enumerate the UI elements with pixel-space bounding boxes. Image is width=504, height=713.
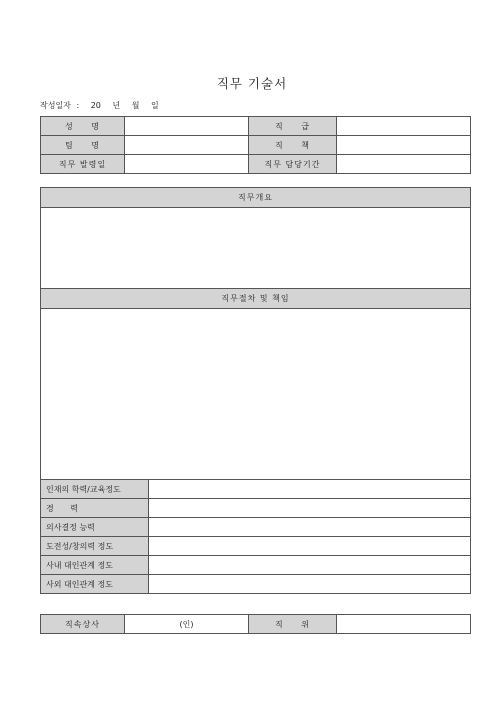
appoint-field[interactable]	[125, 155, 249, 174]
date-line	[40, 100, 165, 111]
procedure-body-row	[41, 309, 471, 480]
signature-table	[40, 614, 471, 634]
requirement-field-challenge[interactable]	[149, 537, 471, 556]
overview-body-row	[41, 208, 471, 289]
requirement-row	[41, 499, 471, 518]
info-row-team	[41, 136, 471, 155]
requirement-field-education[interactable]	[149, 480, 471, 499]
name-label: 성 명	[41, 117, 125, 136]
requirement-label-decision: 의사결정 능력	[41, 518, 149, 537]
requirement-field-external[interactable]	[149, 575, 471, 594]
requirement-label-external: 사외 대인관계 정도	[41, 575, 149, 594]
requirement-row	[41, 480, 471, 499]
info-table	[40, 116, 471, 174]
appoint-label: 직무 발령일	[41, 155, 125, 174]
position-field[interactable]	[337, 117, 471, 136]
requirement-field-career[interactable]	[149, 499, 471, 518]
job-detail-table	[40, 187, 471, 594]
requirement-label-challenge: 도전성/창의력 정도	[41, 537, 149, 556]
position-label: 직 급	[249, 117, 337, 136]
requirement-row	[41, 575, 471, 594]
title-field[interactable]	[337, 136, 471, 155]
signature-row	[41, 615, 471, 634]
requirement-field-internal[interactable]	[149, 556, 471, 575]
requirement-label-career: 경 력	[41, 499, 149, 518]
requirement-row	[41, 556, 471, 575]
requirement-label-education: 인재의 학력/교육정도	[41, 480, 149, 499]
date-year: 년	[112, 101, 121, 110]
seal-mark[interactable]: (인)	[125, 615, 249, 634]
procedure-header: 직무절차 및 책임	[41, 289, 471, 309]
page-title: 직무 기술서	[216, 76, 288, 91]
rank-field[interactable]	[337, 615, 471, 634]
date-month: 월	[131, 101, 140, 110]
supervisor-label: 직속상사	[41, 615, 125, 634]
info-row-appoint	[41, 155, 471, 174]
procedure-header-row	[41, 289, 471, 309]
info-row-name	[41, 117, 471, 136]
overview-field[interactable]	[41, 208, 471, 289]
period-field[interactable]	[337, 155, 471, 174]
rank-label: 직 위	[249, 615, 337, 634]
date-day: 일	[151, 101, 159, 110]
requirement-row	[41, 518, 471, 537]
name-field[interactable]	[125, 117, 249, 136]
team-label: 팀 명	[41, 136, 125, 155]
requirement-row	[41, 537, 471, 556]
date-label: 작성일자 :	[40, 101, 80, 110]
overview-header: 직무개요	[41, 188, 471, 208]
title-label: 직 책	[249, 136, 337, 155]
period-label: 직무 담당기간	[249, 155, 337, 174]
date-year-prefix: 20	[90, 101, 101, 110]
overview-header-row	[41, 188, 471, 208]
procedure-field[interactable]	[41, 309, 471, 480]
team-field[interactable]	[125, 136, 249, 155]
requirement-field-decision[interactable]	[149, 518, 471, 537]
requirement-label-internal: 사내 대인관계 정도	[41, 556, 149, 575]
